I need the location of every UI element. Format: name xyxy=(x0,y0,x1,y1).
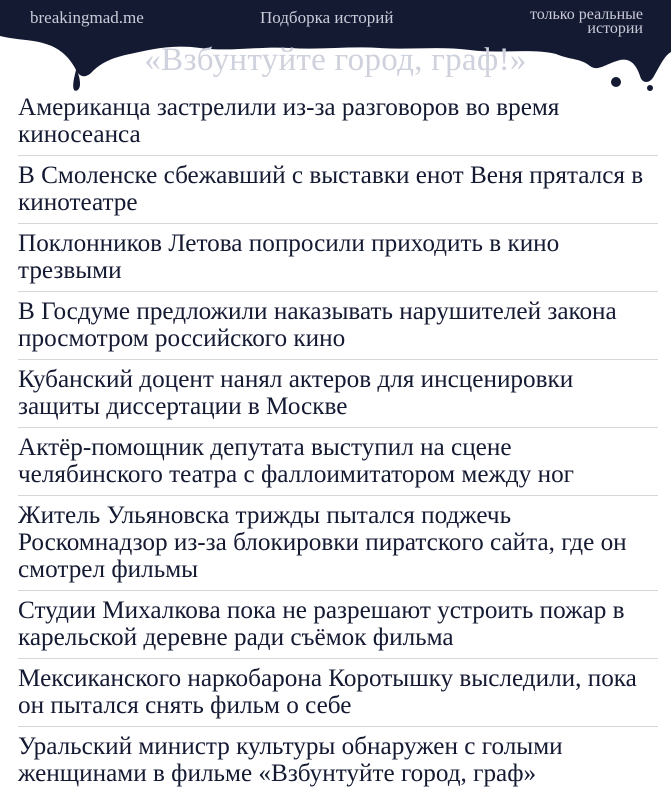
header-banner xyxy=(0,0,671,92)
story-link[interactable]: Мексиканского наркобарона Коротышку выследили, пока он пытался снять фильм о себе xyxy=(18,659,658,727)
story-link[interactable]: Житель Ульяновска трижды пытался поджечь Роскомнадзор из-за блокировки пиратского сайта, где он смотрел фильмы xyxy=(18,496,658,591)
story-link[interactable]: Кубанский доцент нанял актеров для инсценировки защиты диссертации в Москве xyxy=(18,360,658,428)
tagline: только реальные истории xyxy=(529,6,643,37)
story-link[interactable]: Актёр-помощник депутата выступил на сцене челябинского театра с фаллоимитатором между ног xyxy=(18,428,658,496)
story-link[interactable]: В Смоленске сбежавший с выставки енот Веня прятался в кинотеатре xyxy=(18,156,658,224)
story-link[interactable]: Студии Михалкова пока не разрешают устроить пожар в карельской деревне ради съёмок фильма xyxy=(18,591,658,659)
story-link[interactable]: Уральский министр культуры обнаружен с голыми женщинами в фильме «Взбунтуйте город, граф» xyxy=(18,733,563,787)
story-link[interactable]: Американца застрелили из-за разговоров во время киносеанса xyxy=(18,88,658,156)
page-title: «Взбунтуйте город, граф!» xyxy=(144,42,527,78)
section-link[interactable]: Подборка историй xyxy=(260,8,394,27)
story-list xyxy=(18,88,658,794)
story-link[interactable]: В Госдуме предложили наказывать нарушителей закона просмотром российского кино xyxy=(18,292,658,360)
site-link[interactable]: breakingmad.me xyxy=(30,8,144,27)
story-link[interactable]: Поклонников Летова попросили приходить в кино трезвыми xyxy=(18,224,658,292)
